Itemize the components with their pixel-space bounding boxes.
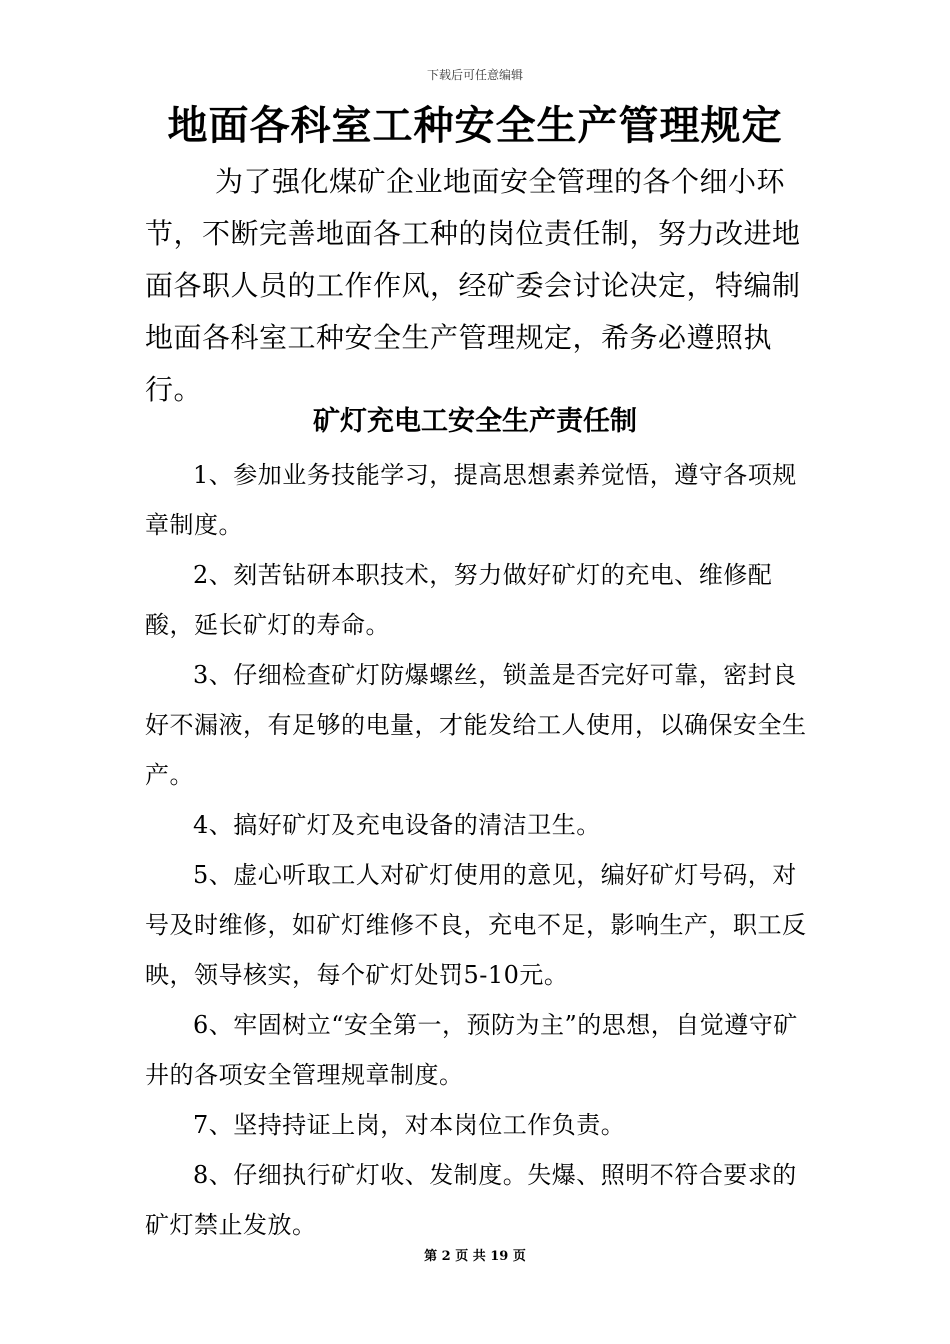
intro-paragraph: 为了强化煤矿企业地面安全管理的各个细小环节，不断完善地面各工种的岗位责任制，努力改进地面各职人员的工作作风，经矿委会讨论决定，特编制地面各科室工种安全生产管理规定，希务必遵照执行。 (145, 165, 801, 406)
list-item: 5、虚心听取工人对矿灯使用的意见，编好矿灯号码，对号及时维修，如矿灯维修不良，充电不足，影响生产，职工反映，领导核实，每个矿灯处罚5-10元。 (145, 861, 807, 989)
responsibility-list (145, 450, 810, 1250)
list-item: 8、仔细执行矿灯收、发制度。失爆、照明不符合要求的矿灯禁止发放。 (145, 1161, 797, 1239)
header-note: 下载后可任意编辑 (426, 68, 523, 82)
list-item: 6、牢固树立“安全第一，预防为主”的思想，自觉遵守矿井的各项安全管理规章制度。 (145, 1011, 798, 1089)
page-title: 地面各科室工种安全生产管理规定 (167, 102, 783, 149)
list-item: 3、仔细检查矿灯防爆螺丝，锁盖是否完好可靠，密封良好不漏液，有足够的电量，才能发给工人使用，以确保安全生产。 (145, 661, 807, 789)
list-item: 1、参加业务技能学习，提高思想素养觉悟，遵守各项规章制度。 (145, 461, 797, 539)
section-title: 矿灯充电工安全生产责任制 (313, 406, 637, 437)
list-item: 4、搞好矿灯及充电设备的清洁卫生。 (193, 811, 601, 839)
list-item: 7、坚持持证上岗，对本岗位工作负责。 (193, 1111, 626, 1139)
list-item: 2、刻苦钻研本职技术，努力做好矿灯的充电、维修配酸，延长矿灯的寿命。 (145, 561, 773, 639)
page-number-footer: 第 2 页 共 19 页 (424, 1249, 526, 1264)
